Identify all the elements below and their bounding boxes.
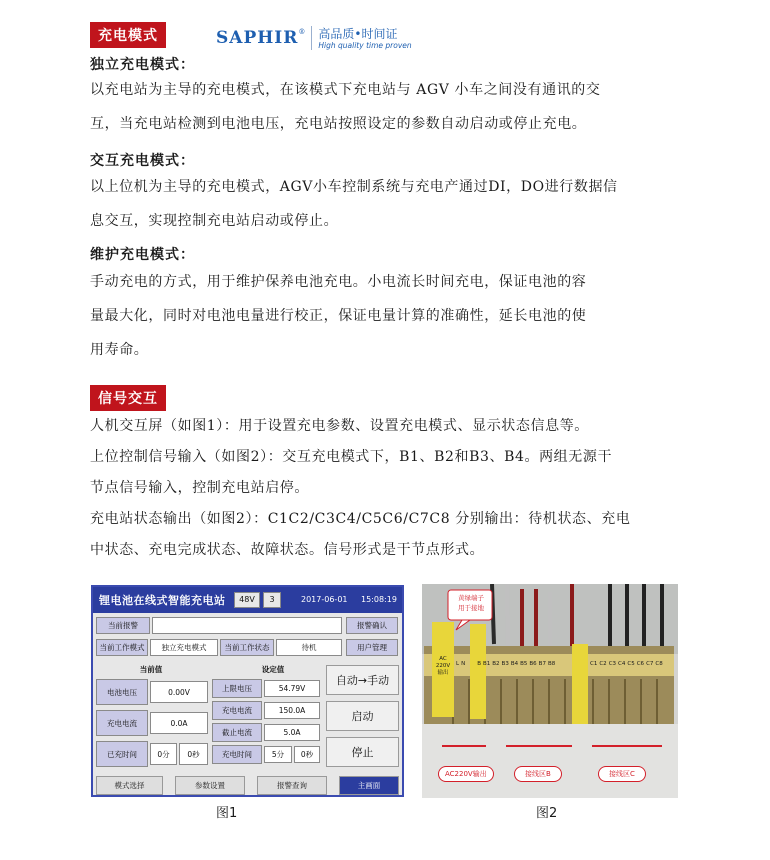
- hmi-date: 2017-06-01: [301, 595, 348, 604]
- hmi-charge-current: 0.0A: [150, 712, 208, 734]
- hmi-battery-voltage-label: 电池电压: [96, 679, 148, 705]
- paragraph-interactive-mode: 以上位机为主导的充电模式，AGV小车控制系统与充电产通过DI，DO进行数据信 息交互，实现控制充电站启动或停止。: [90, 179, 618, 229]
- hmi-mode-label: 当前工作模式: [96, 639, 148, 656]
- hmi-time: 15:08:19: [361, 595, 397, 604]
- hmi-charge-time-label: 充电时间: [212, 745, 262, 764]
- saphir-logo: [216, 26, 412, 50]
- ac-terminal-label: AC 220V 输出: [435, 656, 451, 676]
- logo-slogan-en: High quality time proven: [318, 40, 412, 50]
- hmi-auto-manual-button[interactable]: 自动→手动: [326, 665, 399, 695]
- hmi-title: 锂电池在线式智能充电站: [99, 594, 226, 607]
- hmi-current-values-head: 当前值: [121, 662, 181, 676]
- hmi-nav-param-settings[interactable]: 参数设置: [175, 776, 245, 795]
- hmi-charged-min: 0分: [150, 743, 177, 765]
- hmi-charged-sec: 0秒: [179, 743, 208, 765]
- hmi-alarm-confirm-button[interactable]: 报警确认: [346, 617, 398, 634]
- hmi-mode-value: 独立充电模式: [150, 639, 218, 656]
- hmi-charge-sec[interactable]: 0秒: [294, 746, 320, 763]
- logo-slogan-cn: 高品质•时间证: [318, 26, 398, 41]
- hmi-current-alarm[interactable]: 当前报警: [96, 617, 150, 634]
- hmi-start-button[interactable]: 启动: [326, 701, 399, 731]
- terminal-photo-figure: [422, 584, 678, 798]
- hmi-channel-box: 3: [263, 592, 281, 608]
- label-zone-b: 接线区B: [514, 766, 562, 782]
- hmi-nav-alarm-query[interactable]: 报警查询: [257, 776, 327, 795]
- paragraph-independent-mode: 以充电站为主导的充电模式，在该模式下充电站与 AGV 小车之间没有通讯的交 互，当充电站检测到电池电压，充电站按照设定的参数自动启动或停止充电。: [90, 82, 601, 132]
- hmi-battery-voltage: 0.00V: [150, 681, 208, 703]
- heading-interactive-mode: 交互充电模式：: [90, 153, 195, 169]
- hmi-screen-figure: [91, 585, 404, 797]
- hmi-cutoff-current[interactable]: 5.0A: [264, 724, 320, 741]
- logo-brand: SAPHIR®: [216, 28, 306, 48]
- hmi-voltage-box: 48V: [234, 592, 260, 608]
- terminal-row-b: L N B B1 B2 B3 B4 B5 B6 B7 B8: [456, 661, 556, 667]
- figure2-caption: 图2: [536, 806, 558, 821]
- hmi-state-value: 待机: [276, 639, 342, 656]
- hmi-set-values-head: 设定值: [243, 662, 303, 676]
- hmi-nav-main-screen[interactable]: 主画面: [339, 776, 399, 795]
- ground-callout: 黄绿端子 用于接地: [458, 594, 484, 612]
- hmi-charge-current-label: 充电电流: [96, 710, 148, 736]
- section-tag-charge-mode: 充电模式: [90, 22, 166, 48]
- label-ac-output: AC220V输出: [438, 766, 494, 782]
- paragraph-signal: 人机交互屏（如图1）：用于设置充电参数、设置充电模式、显示状态信息等。 上位控制信号输入（如图2）：交互充电模式下，B1、B2和B3、B4。两组无源干 节点信号输入，控制充电站启停。 充电站状态输出（如图2）：C1C2/C3C4/C5C6/C7C8 分别输出：待机状态、充电 中状态、充电完成状态、故障状态。信号形式是干节点形式。: [90, 418, 631, 558]
- paragraph-maintenance-mode: 手动充电的方式，用于维护保养电池充电。小电流长时间充电，保证电池的容 量最大化，同时对电池电量进行校正，保证电量计算的准确性，延长电池的使 用寿命。: [90, 274, 587, 358]
- section-tag-signal: 信号交互: [90, 385, 166, 411]
- hmi-charged-time-label: 已充时间: [96, 741, 148, 767]
- hmi-stop-button[interactable]: 停止: [326, 737, 399, 767]
- hmi-upper-voltage[interactable]: 54.79V: [264, 680, 320, 697]
- hmi-nav-mode-select[interactable]: 模式选择: [96, 776, 163, 795]
- hmi-set-current[interactable]: 150.0A: [264, 702, 320, 719]
- hmi-title-bar: [93, 587, 402, 613]
- hmi-alarm-display: [152, 617, 342, 634]
- hmi-user-management-button[interactable]: 用户管理: [346, 639, 398, 656]
- heading-independent-mode: 独立充电模式：: [90, 57, 195, 73]
- hmi-charge-min[interactable]: 5分: [264, 746, 292, 763]
- label-zone-c: 接线区C: [598, 766, 646, 782]
- hmi-upper-voltage-label: 上限电压: [212, 679, 262, 698]
- hmi-set-current-label: 充电电流: [212, 701, 262, 720]
- terminal-row-c: C1 C2 C3 C4 C5 C6 C7 C8: [590, 661, 663, 667]
- hmi-cutoff-current-label: 截止电流: [212, 723, 262, 742]
- heading-maintenance-mode: 维护充电模式：: [90, 247, 195, 263]
- figure1-caption: 图1: [216, 806, 238, 821]
- hmi-state-label: 当前工作状态: [220, 639, 274, 656]
